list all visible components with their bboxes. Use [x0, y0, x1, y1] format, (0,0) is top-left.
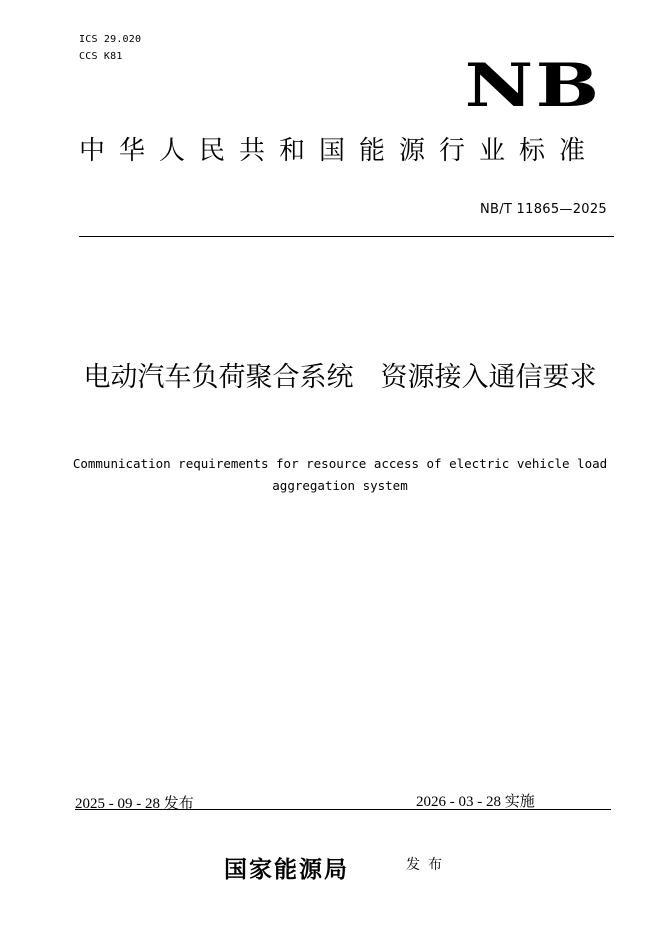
ccs-code: CCS K81 — [79, 51, 123, 62]
ics-code: ICS 29.020 — [79, 34, 142, 45]
chinese-title: 电动汽车负荷聚合系统 资源接入通信要求 — [83, 362, 597, 393]
publish-label: 发布 — [406, 857, 450, 873]
english-title: Communication requirements for resource access of electric vehicle load aggregation system — [72, 456, 608, 493]
publisher-name: 国家能源局 — [224, 857, 349, 883]
bottom-divider — [75, 809, 611, 810]
standard-number: NB/T 11865—2025 — [479, 202, 607, 217]
issue-date: 2025 - 09 - 28 发布 — [75, 796, 194, 812]
implementation-date: 2026 - 03 - 28 实施 — [416, 794, 535, 810]
top-divider — [79, 236, 614, 237]
industry-standard-title: 中华人民共和国能源行业标准 — [79, 136, 600, 166]
nb-logo: NB — [465, 51, 602, 121]
